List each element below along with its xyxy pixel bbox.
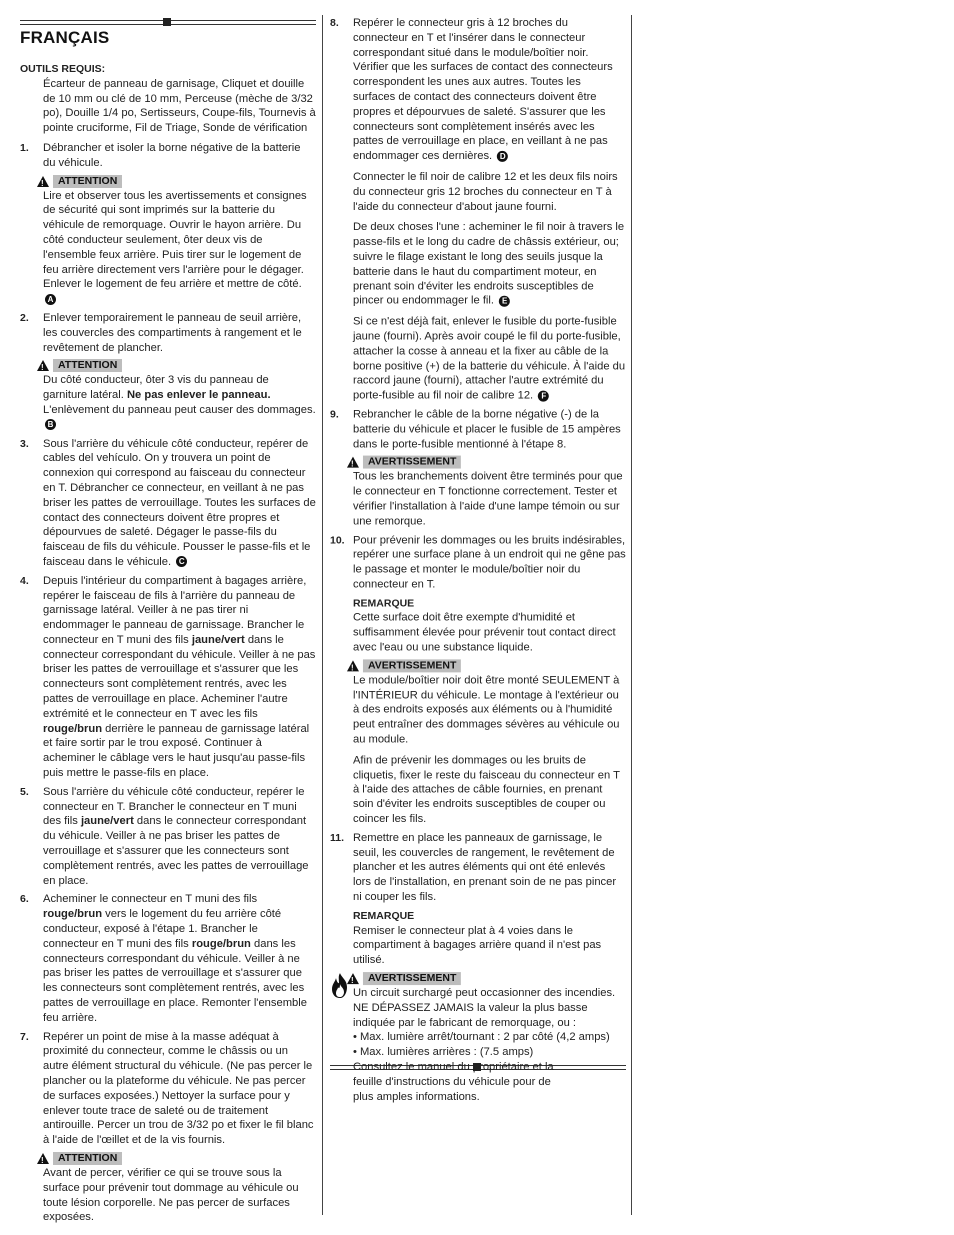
step-text: Débrancher et isoler la borne négative de la batterie du véhicule. bbox=[43, 141, 301, 169]
warning-triangle-icon bbox=[347, 457, 359, 468]
step-text: Rebrancher le câble de la borne négative (-) de la batterie du véhicule et placer le fusible de 15 ampères dans le porte-fusible mentionné à l'étape 8. bbox=[352, 408, 621, 451]
step-text bbox=[43, 437, 316, 570]
warning-triangle-icon bbox=[37, 1153, 49, 1164]
step-body-4: Si ce n'est déjà fait, enlever le fusible du porte-fusible jaune (fourni). Après avoir coupé le fil du porte-fusible, attacher la cosse à anneau et la fixer au câble de la borne positive (+) de la batterie du véhicule. À l'aide du raccord jaune (fourni), attacher l'autre extrémité du porte-fusible au fil noir de calibre 12. bbox=[352, 315, 626, 402]
step-paragraph-3 bbox=[353, 220, 626, 309]
warning-line-1: Un circuit surchargé peut occasionner des incendies. bbox=[352, 987, 616, 1000]
warning-triangle-icon bbox=[37, 176, 49, 187]
step-number: 1. bbox=[20, 141, 29, 154]
step-body-2: dans le connecteur correspondant du véhicule. Veiller à ne pas briser les pattes de verrouillage et s'assurer que les connecteurs sont complètement rentrés, avec les pattes de verrouillage en place. bbox=[43, 815, 309, 887]
warning-line-2: NE DÉPASSEZ JAMAIS la valeur la plus basse indiquée par le fabricant de remorquage, ou : bbox=[352, 1001, 588, 1029]
wire-color-2: rouge/brun bbox=[191, 937, 251, 950]
step-number: 5. bbox=[20, 785, 29, 798]
step-body: Sous l'arrière du véhicule côté conducteur, repérer de cables del vehículo. On y trouvera un point de connexion qui correspond au faisceau du connecteur en T. Débrancher ce connecteur, en veillant à ne pas briser les pattes de verrouillage. Toutes les surfaces de contact des connecteurs doivent être propres et dépourvues de saleté. Dégager le passe-fils du faisceau de fils du véhicule. Pousser le passe-fils et le faisceau dans le véhicule. bbox=[43, 437, 316, 568]
warning-text: Tous les branchements doivent être terminés pour que le connecteur en T fonctionne correctement. Tester et vérifier l'installation à l'aide d'une lampe témoin ou sur une remorque. bbox=[352, 470, 623, 528]
step-11 bbox=[330, 831, 626, 968]
caution-body: Lire et observer tous les avertissements et consignes de sécurité qui sont imprimés sur la batterie du véhicule de remorquage. Ouvrir le hayon arrière. Du côté conducteur seulement, ôter deux vis de l'ensemble feux arrière. Puis tirer sur le logement de feu arrière directement vers l'arrière pour le dégager. Enlever le logement de feu arrière et mettre de côté. bbox=[43, 189, 307, 291]
step-text bbox=[353, 16, 626, 164]
column-left bbox=[20, 62, 316, 1225]
wire-color-2: rouge/brun bbox=[43, 722, 103, 735]
figure-marker-e: E bbox=[499, 296, 510, 307]
step-number: 6. bbox=[20, 893, 29, 906]
page-title: FRANÇAIS bbox=[20, 28, 110, 47]
tools-text: Écarteur de panneau de garnisage, Cliquet et douille de 10 mm ou clé de 10 mm, Perceuse (mèche de 3/32 po), Douille 1/4 po, Sertisseurs, Coupe-fils, Tournevis à pointe cruciforme, Fil de Triage, Sonde de vérification bbox=[43, 77, 316, 135]
step-paragraph-4 bbox=[353, 315, 626, 404]
step-number: 11. bbox=[330, 832, 345, 845]
caution-banner bbox=[37, 359, 316, 372]
step-7 bbox=[20, 1030, 316, 1226]
fire-warning bbox=[330, 972, 626, 1104]
step-body: Depuis l'intérieur du compartiment à bagages arrière, repérer le faisceau de fils à l'arrière du panneau de garnissage latéral. Veiller à ne pas tirer ni endommager le panneau de garnissage. Brancher le connecteur en T muni des fils bbox=[43, 574, 307, 646]
step-2 bbox=[20, 311, 316, 433]
caution-label: ATTENTION bbox=[53, 359, 122, 372]
step-body: Acheminer le connecteur en T muni des fils bbox=[43, 893, 258, 906]
column-divider bbox=[322, 15, 323, 1215]
step-text: Repérer un point de mise à la masse adéquat à proximité du connecteur, comme le châssis ou un autre élément structural du véhicule. (Ne pas percer le plancher ou la plateforme du véhicule. Ne pas percer de surfaces exposées.) Nettoyer la surface pour y enlever toute trace de saleté ou de traitement antirouille. Percer un trou de 3/32 po et fixer le fil blanc à l'aide de l'œillet et de la vis fournis. bbox=[43, 1030, 314, 1147]
step-number: 10. bbox=[330, 534, 345, 546]
warning-banner bbox=[347, 659, 626, 672]
step-text: Pour prévenir les dommages ou les bruits indésirables, repérer une surface plane à un endroit qui ne gêne pas le passage et monter le module/boîtier noir du connecteur en T. bbox=[352, 534, 626, 591]
step-9 bbox=[330, 408, 626, 529]
caution-bold: Ne pas enlever le panneau. bbox=[126, 389, 271, 402]
step-body-3: derrière le panneau de garnissage latéral et faire sortir par le trou exposé. Continuer à acheminer le câblage vers le haut jusqu'au passe-fils puis mettre le passe-fils en place. bbox=[43, 722, 310, 780]
step-text bbox=[43, 892, 316, 1025]
warning-text: Le module/boîtier noir doit être monté SEULEMENT à l'INTÉRIEUR du véhicule. Le montage à l'extérieur ou à des endroits exposés aux éléments ou à l'humidité peut entraîner des dommages sévères au véhicule ou au module. bbox=[352, 674, 620, 746]
column-right bbox=[330, 16, 626, 1104]
step-body-3: dans les connecteurs correspondant du véhicule. Veiller à ne pas briser les pattes de verrouillage et s'assurer que les connecteurs sont complètement rentrés, avec les pattes de verrouillage en place. Remonter l'ensemble feu arrière. bbox=[43, 937, 307, 1024]
step-text: Remettre en place les panneaux de garnissage, le seuil, les couvercles de rangement, le revêtement de plancher et les autres éléments qui ont été enlevés lors de l'installation, en prenant soin de ne pas pincer ni couper les fils. bbox=[352, 832, 617, 904]
step-4 bbox=[20, 574, 316, 781]
warning-label: AVERTISSEMENT bbox=[363, 659, 461, 672]
caution-label: ATTENTION bbox=[53, 1152, 122, 1165]
remark-text: Cette surface doit être exempte d'humidité et suffisamment élevée pour prévenir tout contact direct avec l'eau ou une substance liquide. bbox=[352, 611, 616, 654]
step-text bbox=[43, 574, 316, 781]
step-8 bbox=[330, 16, 626, 404]
step-3 bbox=[20, 437, 316, 570]
caution-banner bbox=[37, 1152, 316, 1165]
step-5 bbox=[20, 785, 316, 889]
step-number: 9. bbox=[330, 408, 339, 421]
wire-color: jaune/vert bbox=[80, 815, 134, 828]
figure-marker-a: A bbox=[45, 294, 56, 305]
caution-text: Avant de percer, vérifier ce qui se trouve sous la surface pour prévenir tout dommage au véhicule ou toute lésion corporelle. Ne pas percer de surfaces exposées. bbox=[43, 1166, 299, 1224]
caution-banner bbox=[37, 175, 316, 188]
warning-banner bbox=[347, 456, 626, 469]
step-number: 2. bbox=[20, 311, 29, 324]
warning-line-4: • Max. lumières arrières : (7.5 amps) bbox=[352, 1046, 534, 1059]
step-text bbox=[43, 785, 316, 889]
caution-label: ATTENTION bbox=[53, 175, 122, 188]
step-1 bbox=[20, 141, 316, 307]
warning-triangle-icon bbox=[347, 973, 359, 984]
warning-label: AVERTISSEMENT bbox=[363, 456, 461, 469]
step-10 bbox=[330, 533, 626, 827]
figure-marker-f: F bbox=[538, 390, 549, 401]
figure-marker-b: B bbox=[45, 419, 56, 430]
step-body-2: dans le connecteur correspondant du véhicule. Veiller à ne pas briser les pattes de verrouillage et s'assurer que les connecteurs sont complètement rentrés, avec les pattes de verrouillage en place. Acheminer l'autre extrémité et le connecteur en T avec les fils bbox=[43, 633, 316, 720]
warning-line-5: Consultez le manuel du propriétaire et la feuille d'instructions du véhicule pour de plus amples informations. bbox=[352, 1060, 554, 1103]
step-number: 4. bbox=[20, 574, 29, 587]
warning-paragraph-2: Afin de prévenir les dommages ou les bruits de cliquetis, fixer le reste du faisceau du connecteur en T à l'aide des attaches de câble fournies, en prenant soin d'éviter les endroits susceptibles de couper ou coincer les fils. bbox=[352, 754, 620, 826]
step-number: 8. bbox=[330, 16, 339, 29]
right-border bbox=[631, 15, 632, 1215]
figure-marker-d: D bbox=[497, 151, 508, 162]
remark-label: REMARQUE bbox=[352, 909, 415, 922]
wire-color: jaune/vert bbox=[191, 633, 245, 646]
caution-text bbox=[43, 189, 316, 307]
step-paragraph-2: Connecter le fil noir de calibre 12 et les deux fils noirs du connecteur gris 12 broches du connecteur en T à l'aide du connecteur d'about jaune fourni. bbox=[352, 170, 618, 213]
remark-text: Remiser le connecteur plat à 4 voies dans le compartiment à bagages arrière quand il n'est pas utilisé. bbox=[352, 924, 602, 967]
top-rule-marker bbox=[163, 18, 171, 26]
warning-triangle-icon bbox=[37, 360, 49, 371]
wire-color: rouge/brun bbox=[43, 908, 103, 921]
step-body: Sous l'arrière du véhicule côté conducteur, repérer le connecteur en T. Brancher le connecteur en T muni des fils bbox=[43, 785, 305, 828]
step-6 bbox=[20, 892, 316, 1025]
caution-body: Du côté conducteur, ôter 3 vis du panneau de garniture latéral. bbox=[43, 374, 269, 402]
caution-text bbox=[43, 373, 316, 432]
step-text: Enlever temporairement le panneau de seuil arrière, les couvercles des compartiments à rangement et le revêtement de plancher. bbox=[43, 311, 302, 354]
step-number: 7. bbox=[20, 1030, 29, 1043]
caution-body-2: L'enlèvement du panneau peut causer des dommages. bbox=[43, 403, 316, 416]
step-body-3: De deux choses l'une : acheminer le fil noir à travers le passe-fils et le long du cadre de châssis extérieur, ou; suivre le filage existant le long des seuils jusque la batterie dans le haut du compartiment moteur, en prenant soin d'éviter les endroits susceptibles de pincer ou endommager le fil. bbox=[352, 221, 625, 308]
warning-line-3: • Max. lumière arrêt/tournant : 2 par côté (4,2 amps) bbox=[352, 1031, 610, 1044]
warning-label: AVERTISSEMENT bbox=[363, 972, 461, 985]
warning-triangle-icon bbox=[347, 660, 359, 671]
warning-banner bbox=[347, 972, 626, 985]
step-body-2: vers le logement du feu arrière côté conducteur, exposé à l'étape 1. Brancher le connecteur en T muni des fils bbox=[43, 908, 282, 950]
figure-marker-c: C bbox=[176, 556, 187, 567]
step-body: Repérer le connecteur gris à 12 broches du connecteur en T et l'insérer dans le connecteur correspondant situé dans le module/boîtier noir. Vérifier que les surfaces de contact des connecteurs correspondent les unes aux autres. Toutes les surfaces de contact des connecteurs doivent être propres et dépourvues de saleté. S'assurer que les connecteurs sont complètement insérés avec les pattes de verrouillage en place, en veillant à ne pas endommager ces dernières. bbox=[352, 16, 613, 163]
step-number: 3. bbox=[20, 437, 29, 450]
tools-label: OUTILS REQUIS: bbox=[20, 63, 106, 75]
remark-label: REMARQUE bbox=[352, 597, 415, 610]
